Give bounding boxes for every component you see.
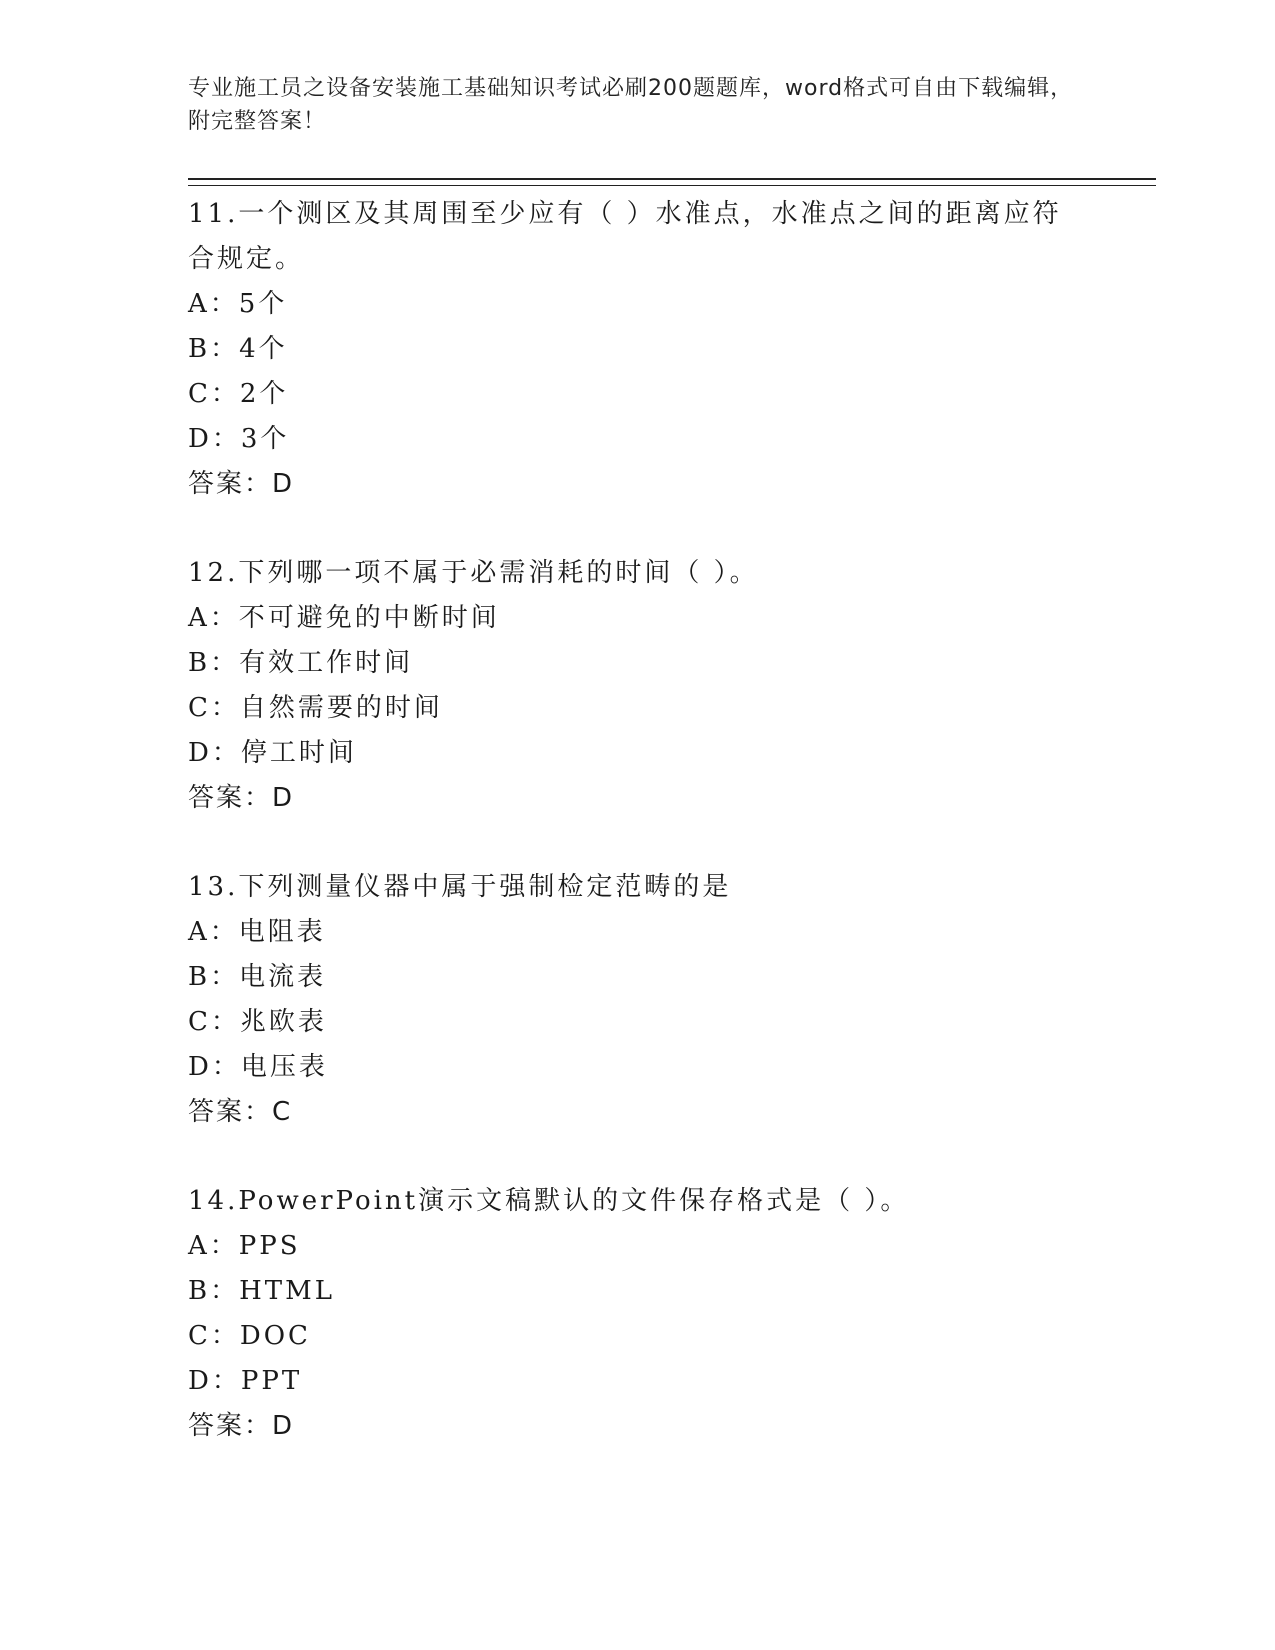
option-a: A：电阻表 (188, 917, 326, 947)
option-d: D：停工时间 (188, 738, 357, 768)
answer-line: 答案：D (188, 469, 295, 499)
option-a: A：不可避免的中断时间 (188, 603, 500, 633)
option-d: D：电压表 (188, 1052, 328, 1082)
question-14 (188, 1179, 1088, 1449)
question-stem: 11.一个测区及其周围至少应有（ ）水准点，水准点之间的距离应符合规定。 (188, 199, 1062, 274)
question-13 (188, 865, 1088, 1135)
question-stem: 14.PowerPoint演示文稿默认的文件保存格式是（ ）。 (188, 1186, 910, 1216)
document-header: 专业施工员之设备安装施工基础知识考试必刷200题题库，word格式可自由下载编辑，附完整答案！ (188, 76, 1074, 134)
option-b: B：有效工作时间 (188, 648, 414, 678)
option-a: A：PPS (188, 1231, 301, 1261)
header-divider (188, 178, 1156, 186)
option-c: C：自然需要的时间 (188, 693, 443, 723)
option-c: C：兆欧表 (188, 1007, 327, 1037)
option-d: D：PPT (188, 1366, 303, 1396)
question-stem: 13.下列测量仪器中属于强制检定范畴的是 (188, 872, 732, 902)
option-c: C：2个 (188, 379, 289, 409)
answer-line: 答案：D (188, 1411, 295, 1441)
question-12 (188, 551, 1088, 821)
option-a: A：5个 (188, 289, 288, 319)
option-b: B：HTML (188, 1276, 336, 1306)
option-c: C：DOC (188, 1321, 311, 1351)
question-list (188, 192, 1088, 1493)
option-d: D：3个 (188, 424, 290, 454)
option-b: B：电流表 (188, 962, 327, 992)
question-stem: 12.下列哪一项不属于必需消耗的时间（ ）。 (188, 558, 759, 588)
option-b: B：4个 (188, 334, 288, 364)
answer-line: 答案：C (188, 1097, 293, 1127)
question-11 (188, 192, 1088, 507)
answer-line: 答案：D (188, 783, 295, 813)
